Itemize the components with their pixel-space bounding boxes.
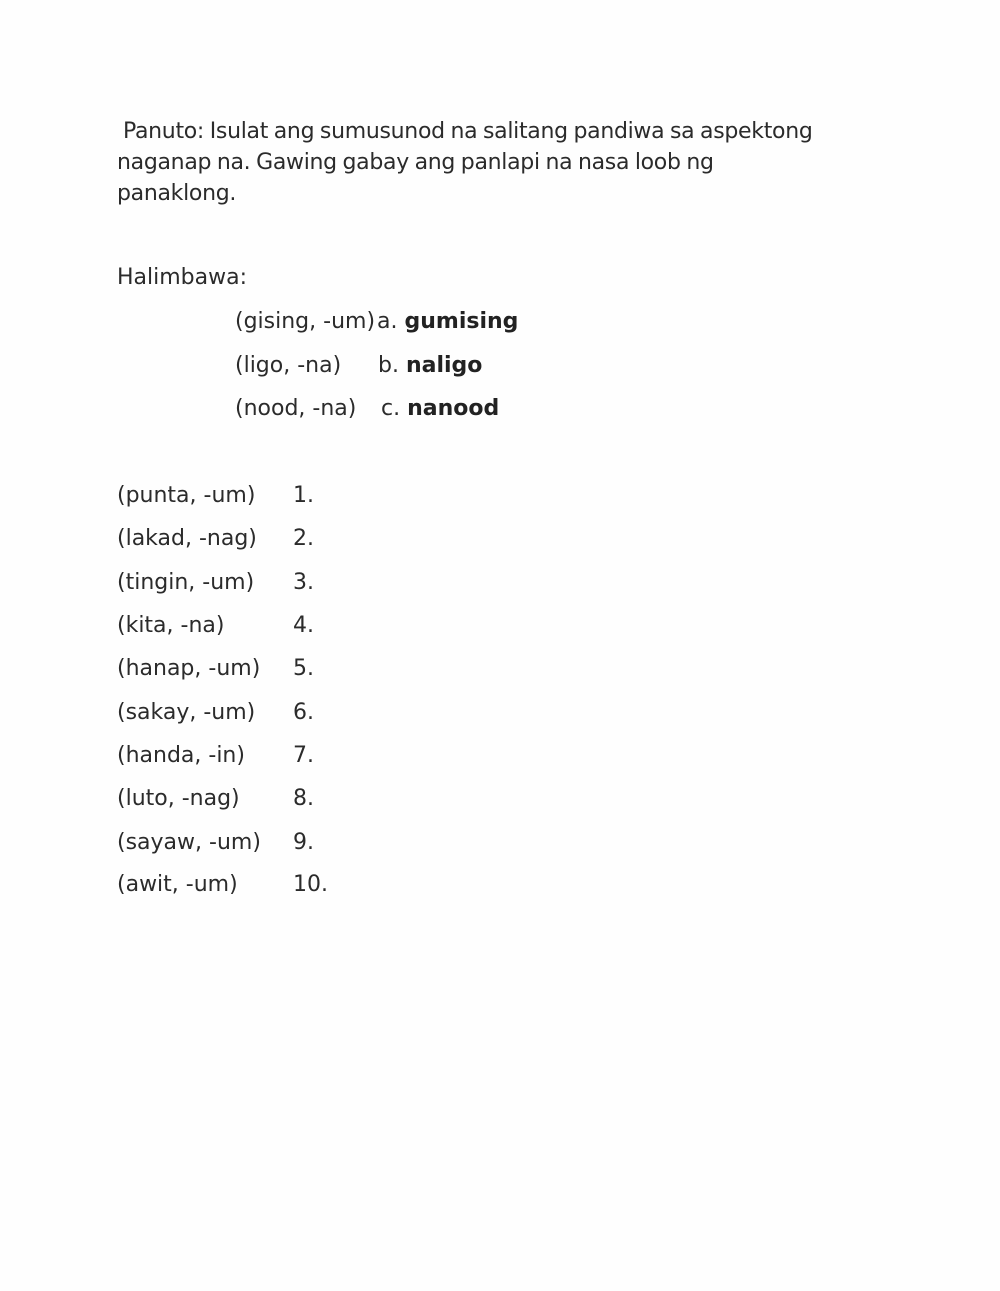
instructions-paragraph (117, 116, 877, 209)
example-answer: nanood (407, 396, 500, 421)
item-word: (hanap, -um) (117, 656, 261, 681)
item-word: (sayaw, -um) (117, 830, 261, 855)
item-word: (sakay, -um) (117, 700, 256, 725)
example-answer: naligo (405, 353, 483, 378)
item-number: 1. (293, 483, 314, 508)
exercise-item (117, 785, 314, 813)
item-number: 9. (293, 830, 314, 855)
exercise-item (117, 699, 314, 727)
example-row (235, 308, 518, 336)
item-number: 6. (293, 700, 314, 725)
item-word: (awit, -um) (117, 872, 238, 897)
instructions-line: Panuto: Isulat ang sumusunod na salitang pandiwa sa aspektong (123, 119, 813, 144)
item-word: (lakad, -nag) (117, 526, 257, 551)
item-number: 8. (293, 786, 314, 811)
example-answer: gumising (404, 309, 519, 334)
item-number: 5. (293, 656, 314, 681)
exercise-item (117, 829, 314, 857)
example-heading: Halimbawa: (117, 265, 248, 290)
example-row (235, 352, 482, 380)
example-row (235, 395, 499, 423)
item-word: (kita, -na) (117, 613, 225, 638)
item-word: (punta, -um) (117, 483, 256, 508)
example-letter: a. (377, 309, 398, 334)
exercise-item (117, 569, 314, 597)
instructions-line: panaklong. (117, 181, 237, 206)
item-number: 3. (293, 570, 314, 595)
exercise-item (117, 655, 314, 683)
example-letter: b. (378, 353, 399, 378)
exercise-item (117, 871, 328, 899)
example-letter: c. (381, 396, 401, 421)
item-word: (luto, -nag) (117, 786, 240, 811)
example-word: (gising, -um) (235, 309, 376, 334)
example-word: (nood, -na) (235, 396, 357, 421)
item-number: 10. (293, 872, 328, 897)
item-number: 4. (293, 613, 314, 638)
example-word: (ligo, -na) (235, 353, 342, 378)
exercise-item (117, 525, 314, 553)
item-number: 2. (293, 526, 314, 551)
exercise-item (117, 612, 314, 640)
item-number: 7. (293, 743, 314, 768)
exercise-item (117, 742, 314, 770)
item-word: (tingin, -um) (117, 570, 255, 595)
instructions-line: naganap na. Gawing gabay ang panlapi na nasa loob ng (117, 150, 714, 175)
item-word: (handa, -in) (117, 743, 245, 768)
exercise-item (117, 482, 314, 510)
